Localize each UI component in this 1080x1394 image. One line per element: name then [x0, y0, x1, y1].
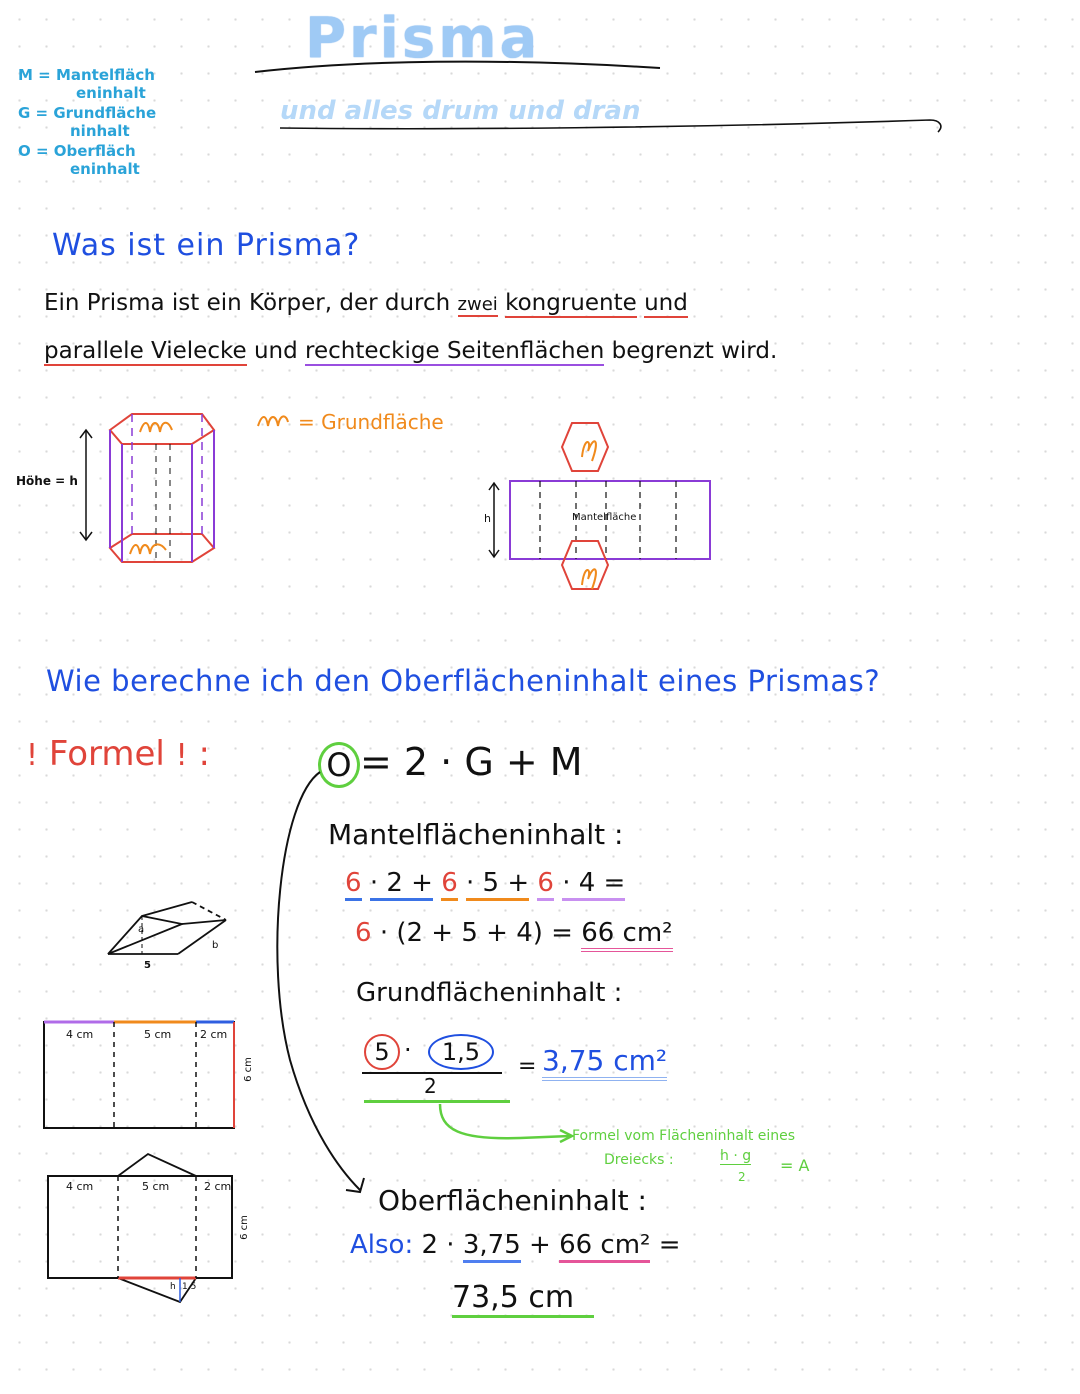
warning-icon: !: [26, 738, 39, 773]
legend-g-line2: ninhalt: [70, 122, 130, 140]
green-arrow: [430, 1100, 580, 1150]
legend-o-line1: O = Oberfläch: [18, 142, 136, 160]
net1-2cm: 2 cm: [200, 1028, 228, 1041]
final-result: 73,5 cm: [452, 1280, 594, 1318]
grund-eq: =: [518, 1054, 537, 1079]
def-und2: und: [253, 338, 298, 364]
section1-question: Was ist ein Prisma?: [52, 228, 361, 263]
also-expr-c: +: [529, 1230, 551, 1260]
triangle-note-line2: Dreiecks :: [604, 1152, 674, 1168]
formel-label: Formel: [48, 734, 165, 774]
net2-6cm: 6 cm: [238, 1215, 250, 1240]
triangle-den: 2: [738, 1170, 746, 1184]
legend-m-line1: M = Mantelfläch: [18, 66, 155, 84]
grund-dot: ·: [404, 1036, 412, 1064]
mantel-l1-a: 6: [345, 868, 362, 901]
hexagonal-prism-sketch: [70, 400, 230, 590]
also-label: Also:: [350, 1230, 414, 1260]
grund-den: 2: [424, 1074, 437, 1098]
mantel-l1-f: · 4 =: [562, 868, 625, 901]
also-expr-b: 3,75: [463, 1230, 521, 1263]
mantel-label: Mantelfläche: [572, 512, 637, 523]
mantel-title: Mantelflächeninhalt :: [328, 818, 624, 851]
def-kongruente: kongruente: [505, 290, 637, 316]
grundflaeche-note: = Grundfläche: [298, 410, 444, 434]
also-expr-d: 66 cm²: [559, 1230, 650, 1263]
also-expr-a: 2 ·: [421, 1230, 455, 1260]
prism-b-label: b: [212, 940, 219, 951]
prism-5-label: 5: [144, 960, 151, 971]
triangle-eq: = A: [780, 1156, 810, 1175]
grund-title: Grundflächeninhalt :: [356, 978, 623, 1008]
net1-5cm: 5 cm: [144, 1028, 172, 1041]
formel-label-wrap: [26, 734, 210, 774]
net1-4cm: 4 cm: [66, 1028, 94, 1041]
def-rechteckige: rechteckige Seitenflächen: [305, 338, 605, 364]
net2-h: h: [170, 1282, 176, 1292]
colon: :: [198, 734, 210, 774]
grund-num-a: 5: [364, 1034, 400, 1070]
net2-sketch: [40, 1146, 252, 1306]
page-title: Prisma: [305, 6, 541, 71]
prism-a-label: a: [138, 924, 145, 935]
definition-line2: [44, 338, 777, 364]
def-part1: Ein Prisma ist ein Körper, der durch: [44, 290, 451, 316]
mantel-line2: [355, 918, 673, 948]
def-parallele: parallele Vielecke: [44, 338, 247, 364]
legend-g-line1: G = Grundfläche: [18, 104, 157, 122]
mantel-line1: [345, 868, 625, 898]
mantel-l2-b: · (2 + 5 + 4) =: [379, 918, 573, 948]
def-end: begrenzt wird.: [611, 338, 778, 364]
def-und1: und: [644, 290, 688, 316]
grund-result: 3,75 cm²: [542, 1044, 667, 1081]
net2-5cm: 5 cm: [142, 1180, 170, 1193]
legend-o-line2: eninhalt: [70, 160, 140, 178]
legend-m-line2: eninhalt: [76, 84, 146, 102]
ober-title: Oberflächeninhalt :: [378, 1184, 647, 1217]
mantel-l1-b: · 2 +: [370, 868, 433, 901]
mantel-l2-a: 6: [355, 918, 372, 948]
def-zwei: zwei: [457, 294, 498, 315]
mantel-l1-c: 6: [441, 868, 458, 901]
zigzag-icon: [256, 412, 292, 432]
triangle-note-line1: Formel vom Flächeninhalt eines: [572, 1128, 796, 1144]
triangular-prism-sketch: [100, 890, 240, 970]
formula-o-circled: O: [318, 742, 360, 788]
net2-2cm: 2 cm: [204, 1180, 232, 1193]
also-expr-e: =: [658, 1230, 681, 1260]
also-line: [350, 1230, 681, 1260]
net2-4cm: 4 cm: [66, 1180, 94, 1193]
title-underline-swoosh: [240, 50, 960, 140]
prism-net-sketch: [480, 415, 720, 605]
warning-icon: !: [175, 738, 188, 773]
net-h-label: h: [484, 512, 491, 525]
grund-num-b: 1,5: [428, 1034, 494, 1070]
net1-6cm: 6 cm: [242, 1057, 254, 1082]
mantel-l1-e: 6: [537, 868, 554, 901]
triangle-formula: h · g: [720, 1148, 752, 1164]
definition-line1: [44, 290, 688, 316]
section2-question: Wie berechne ich den Oberflächeninhalt eines Prismas?: [46, 664, 881, 698]
net2-15: 1,5: [182, 1282, 197, 1292]
height-label: Höhe = h: [16, 474, 78, 488]
formula-main: = 2 · G + M: [360, 740, 583, 784]
mantel-result: 66 cm²: [581, 918, 672, 952]
page-subtitle: und alles drum und dran: [280, 96, 641, 126]
mantel-l1-d: · 5 +: [466, 868, 529, 901]
